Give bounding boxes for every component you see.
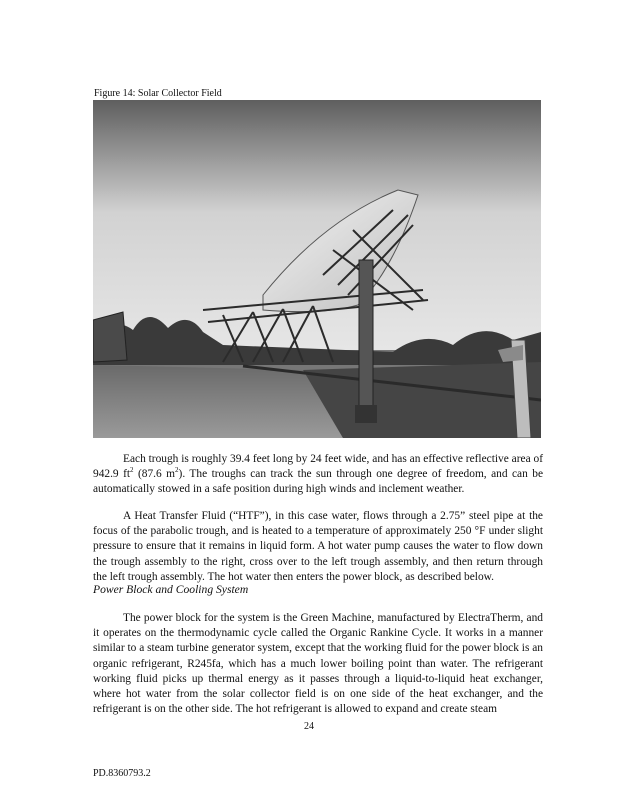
p1-text-c: ). The troughs can track the sun through one degree of freedom, and can be automatically stowed in a safe position during high winds and inclement weather.	[93, 468, 544, 496]
paragraph-trough-dimensions	[93, 452, 543, 498]
paragraph-power-block	[93, 611, 543, 717]
p1-superscript-1: 2	[130, 466, 134, 475]
support-pylon	[359, 260, 373, 420]
p1-text-b: (87.6 m	[133, 468, 176, 481]
p1-text-a: Each trough is roughly 39.4 feet long by 24 feet wide, and has an effective reflective area of 942.9 ft	[93, 453, 543, 481]
page-number: 24	[304, 721, 314, 732]
solar-collector-photo	[93, 100, 541, 438]
p1-superscript-2: 2	[175, 466, 179, 475]
left-structure	[93, 312, 127, 362]
document-id: PD.8360793.2	[93, 768, 151, 779]
p3-text: The power block for the system is the Green Machine, manufactured by ElectraTherm, and it operates on the thermodynamic cycle called the Organic Rankine Cycle. It works in a manner similar to a steam turbine generator system, except that the working fluid for the power block is an organic refrigerant, R245fa, which has a much lower boiling point than water. The refrigerant working fluid picks up thermal energy as it passes through a liquid-to-liquid heat exchanger, where hot water from the solar collector field is on one side of the heat exchanger, and the refrigerant is on the other side. The hot refrigerant is allowed to expand and create steam	[93, 612, 543, 716]
paragraph-heat-transfer-fluid	[93, 509, 543, 585]
gravel-road	[93, 365, 343, 438]
sky	[93, 100, 541, 350]
field-ground	[303, 362, 541, 438]
support-pylon-base	[355, 405, 377, 423]
p2-text: A Heat Transfer Fluid (“HTF”), in this case water, flows through a 2.75” steel pipe at the focus of the parabolic trough, and is heated to a temperature of approximately 250 °F under slight pressure to ensure that it remains in liquid form. A hot water pump causes the water to flow down the trough assembly to the right, cross over to the left trough assembly, and then return through the left trough assembly. The hot water then enters the power block, as described below.	[93, 510, 543, 583]
section-heading: Power Block and Cooling System	[93, 583, 249, 596]
figure-caption: Figure 14: Solar Collector Field	[94, 88, 222, 99]
